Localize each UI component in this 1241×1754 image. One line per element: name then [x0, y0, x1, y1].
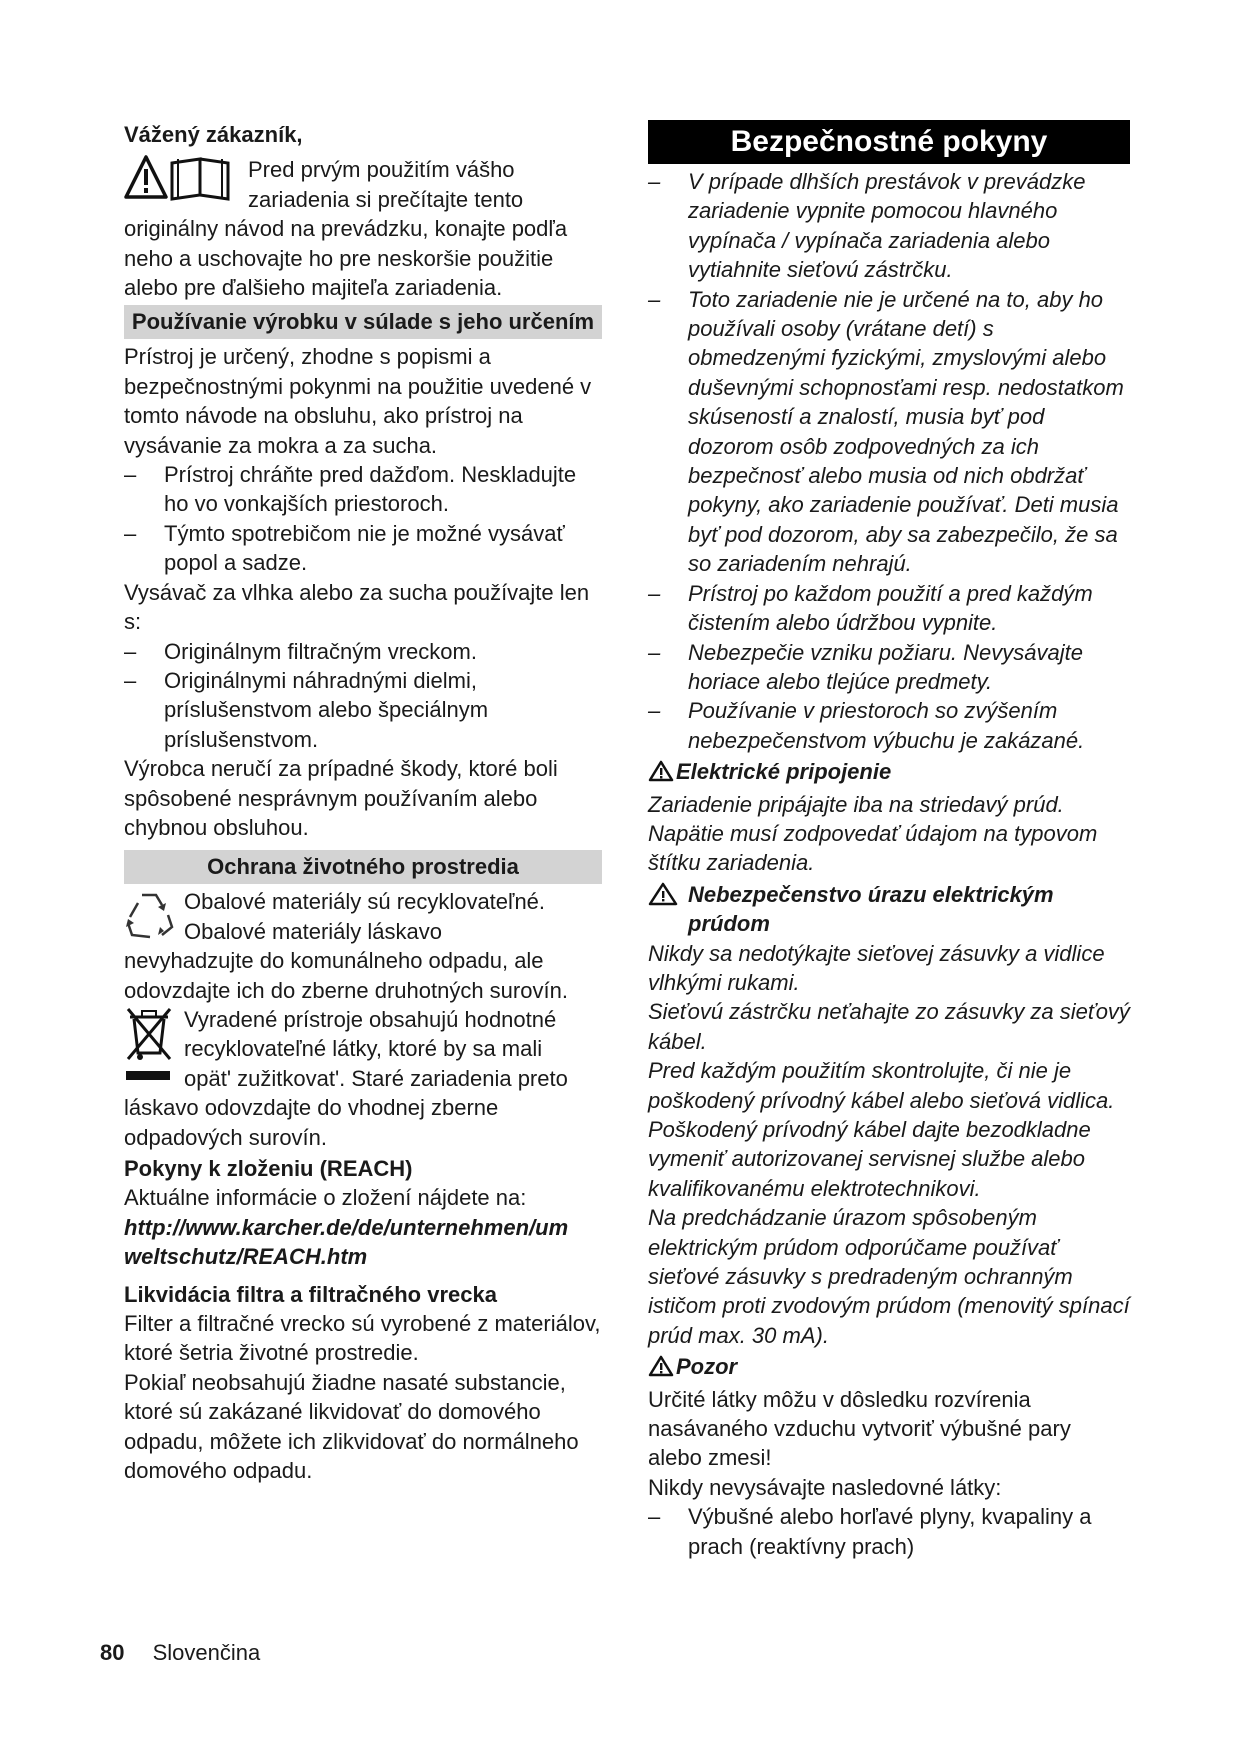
list-item: – Toto zariadenie nie je určené na to, aby ho používali osoby (vrátane detí) s obmedzenými fyzickými, zmyslovými alebo duševnými schopnosťami resp. nedostatkom skúseností a znalostí, musia byť pod dozorom osôb zodpovedných za ich bezpečnosť alebo musia od nich obdržať pokyny, ako zariadenie používať. Deti musia byť pod dozorom, aby sa zabezpečilo, že sa so zariadením nehrajú. — [648, 285, 1130, 579]
weee-line1: Vyradené prístroje obsahujú hodnotné — [184, 1006, 557, 1032]
warning-icon — [648, 882, 678, 911]
shock-text-2: Sieťovú zástrčku neťahajte zo zásuvky za sieťový kábel. — [648, 999, 1130, 1054]
greeting: Vážený zákazník, — [124, 122, 303, 147]
recycle-block — [124, 887, 602, 1005]
list-item: – Originálnymi náhradnými dielmi, príslušenstvom alebo špeciálnym príslušenstvom. — [124, 666, 602, 754]
weee-rest: láskavo odovzdajte do vhodnej zberne odpadových surovín. — [124, 1095, 499, 1150]
shock-heading-text: Nebezpečenstvo úrazu elektrickým prúdom — [688, 881, 1054, 937]
safety-list — [648, 167, 1130, 755]
caution-heading — [648, 1352, 1130, 1384]
intro-block — [124, 149, 602, 302]
filter-text-1: Filter a filtračné vrecko sú vyrobené z materiálov, ktoré šetria životné prostredie. — [124, 1311, 601, 1366]
page-footer — [100, 1640, 260, 1666]
filter-text-2: Pokiaľ neobsahujú žiadne nasaté substancie, ktoré sú zakázané likvidovať do domového odpadu, môžete ich zlikvidovať do normálneho domového odpadu. — [124, 1369, 579, 1484]
list-item: – Prístroj chráňte pred dažďom. Neskladujte ho vo vonkajších priestoroch. — [124, 460, 602, 519]
intended-use-text: Prístroj je určený, zhodne s popismi a bezpečnostnými pokynmi na použitie uvedené v tomto návode na obsluhu, ako prístroj na vysávanie za mokra a za sucha. — [124, 344, 592, 458]
caution-text-1: Určité látky môžu v dôsledku rozvírenia nasávaného vzduchu vytvoriť výbušné pary alebo zmesi! — [648, 1386, 1071, 1471]
shock-text-1: Nikdy sa nedotýkajte sieťovej zásuvky a vidlice vlhkými rukami. — [648, 940, 1105, 995]
section-heading-environment: Ochrana životného prostredia — [124, 850, 602, 884]
shock-heading — [648, 880, 1130, 939]
list-item: – Nebezpečie vzniku požiaru. Nevysávajte horiace alebo tlejúce predmety. — [648, 638, 1130, 697]
list-item: – Výbušné alebo horľavé plyny, kvapaliny a prach (reaktívny prach) — [648, 1502, 1130, 1561]
left-column — [124, 120, 602, 1485]
reach-text: Aktuálne informácie o zložení nájdete na: — [124, 1185, 527, 1211]
use-only-with-text: Vysávač za vlhka alebo za sucha používajte len s: — [124, 579, 590, 635]
list-item: – Používanie v priestoroch so zvýšením nebezpečenstvom výbuchu je zakázané. — [648, 696, 1130, 755]
recycle-line2: Obalové materiály láskavo — [184, 918, 443, 944]
recycle-line1: Obalové materiály sú recyklovateľné. — [184, 889, 546, 915]
electrical-heading-text: Elektrické pripojenie — [676, 759, 892, 785]
list-item: – Originálnym filtračným vreckom. — [124, 637, 602, 666]
right-column — [648, 120, 1130, 1561]
list-item: – Týmto spotrebičom nie je možné vysávať popol a sadze. — [124, 519, 602, 578]
recycle-icon — [124, 889, 178, 943]
recycle-rest: nevyhadzujte do komunálneho odpadu, ale odovzdajte ich do zberne druhotných surovín. — [124, 948, 568, 1003]
list-item: – Prístroj po každom použití a pred každým čistením alebo údržbou vypnite. — [648, 579, 1130, 638]
shock-text-4: Na predchádzanie úrazom spôsobeným elektrickým prúdom odporúčame používať sieťové zásuvky s predradeným ochranným ističom proti zvodovým prúdom (menovitý spínací prúd max. 30 mA). — [648, 1205, 1130, 1348]
intro-line2: zariadenia si prečítajte tento — [248, 186, 524, 212]
warning-icon — [648, 760, 674, 789]
caution-list — [648, 1502, 1130, 1561]
caution-text-2: Nikdy nevysávajte nasledovné látky: — [648, 1474, 1002, 1500]
safety-title-bar: Bezpečnostné pokyny — [648, 120, 1130, 164]
language-label: Slovenčina — [152, 1640, 261, 1665]
warning-manual-icon — [124, 153, 240, 205]
electrical-text: Zariadenie pripájajte iba na striedavý prúd. Napätie musí zodpovedať údajom na typovom štítku zariadenia. — [648, 791, 1098, 876]
shock-text-3: Pred každým použitím skontrolujte, či nie je poškodený prívodný kábel alebo sieťová vidlica. Poškodený prívodný kábel dajte bezodkladne vymeniť autorizovanej servisnej službe alebo kvalifikovanému elektrotechnikovi. — [648, 1058, 1115, 1201]
intro-rest: originálny návod na prevádzku, konajte podľa neho a uschovajte ho pre neskoršie použitie alebo pre ďalšieho majiteľa zariadenia. — [124, 216, 568, 301]
crossed-bin-icon — [124, 1005, 178, 1089]
section-heading-intended-use: Používanie výrobku v súlade s jeho určením — [124, 305, 602, 339]
filter-heading: Likvidácia filtra a filtračného vrecka — [124, 1281, 497, 1307]
electrical-heading — [648, 757, 1130, 789]
weee-line3: opät' zužitkovat'. Staré zariadenia preto — [184, 1065, 568, 1091]
reach-link[interactable]: http://www.karcher.de/de/unternehmen/umweltschutz/REACH.htm — [124, 1214, 569, 1270]
list-item: – V prípade dlhších prestávok v prevádzke zariadenie vypnite pomocou hlavného vypínača / vypínača zariadenia alebo vytiahnite sieťovú zástrčku. — [648, 167, 1130, 285]
reach-heading: Pokyny k zloženiu (REACH) — [124, 1156, 413, 1181]
accessories-list — [124, 637, 602, 755]
intended-use-list — [124, 460, 602, 578]
intro-line1: Pred prvým použitím vášho — [248, 157, 515, 183]
page-number: 80 — [100, 1640, 125, 1665]
weee-block — [124, 1005, 602, 1152]
liability-text: Výrobca neručí za prípadné škody, ktoré boli spôsobené nesprávnym používaním alebo chybnou obsluhou. — [124, 756, 558, 840]
weee-line2: recyklovateľné látky, ktoré by sa mali — [184, 1036, 543, 1062]
caution-heading-text: Pozor — [676, 1354, 738, 1380]
warning-icon — [648, 1355, 674, 1384]
